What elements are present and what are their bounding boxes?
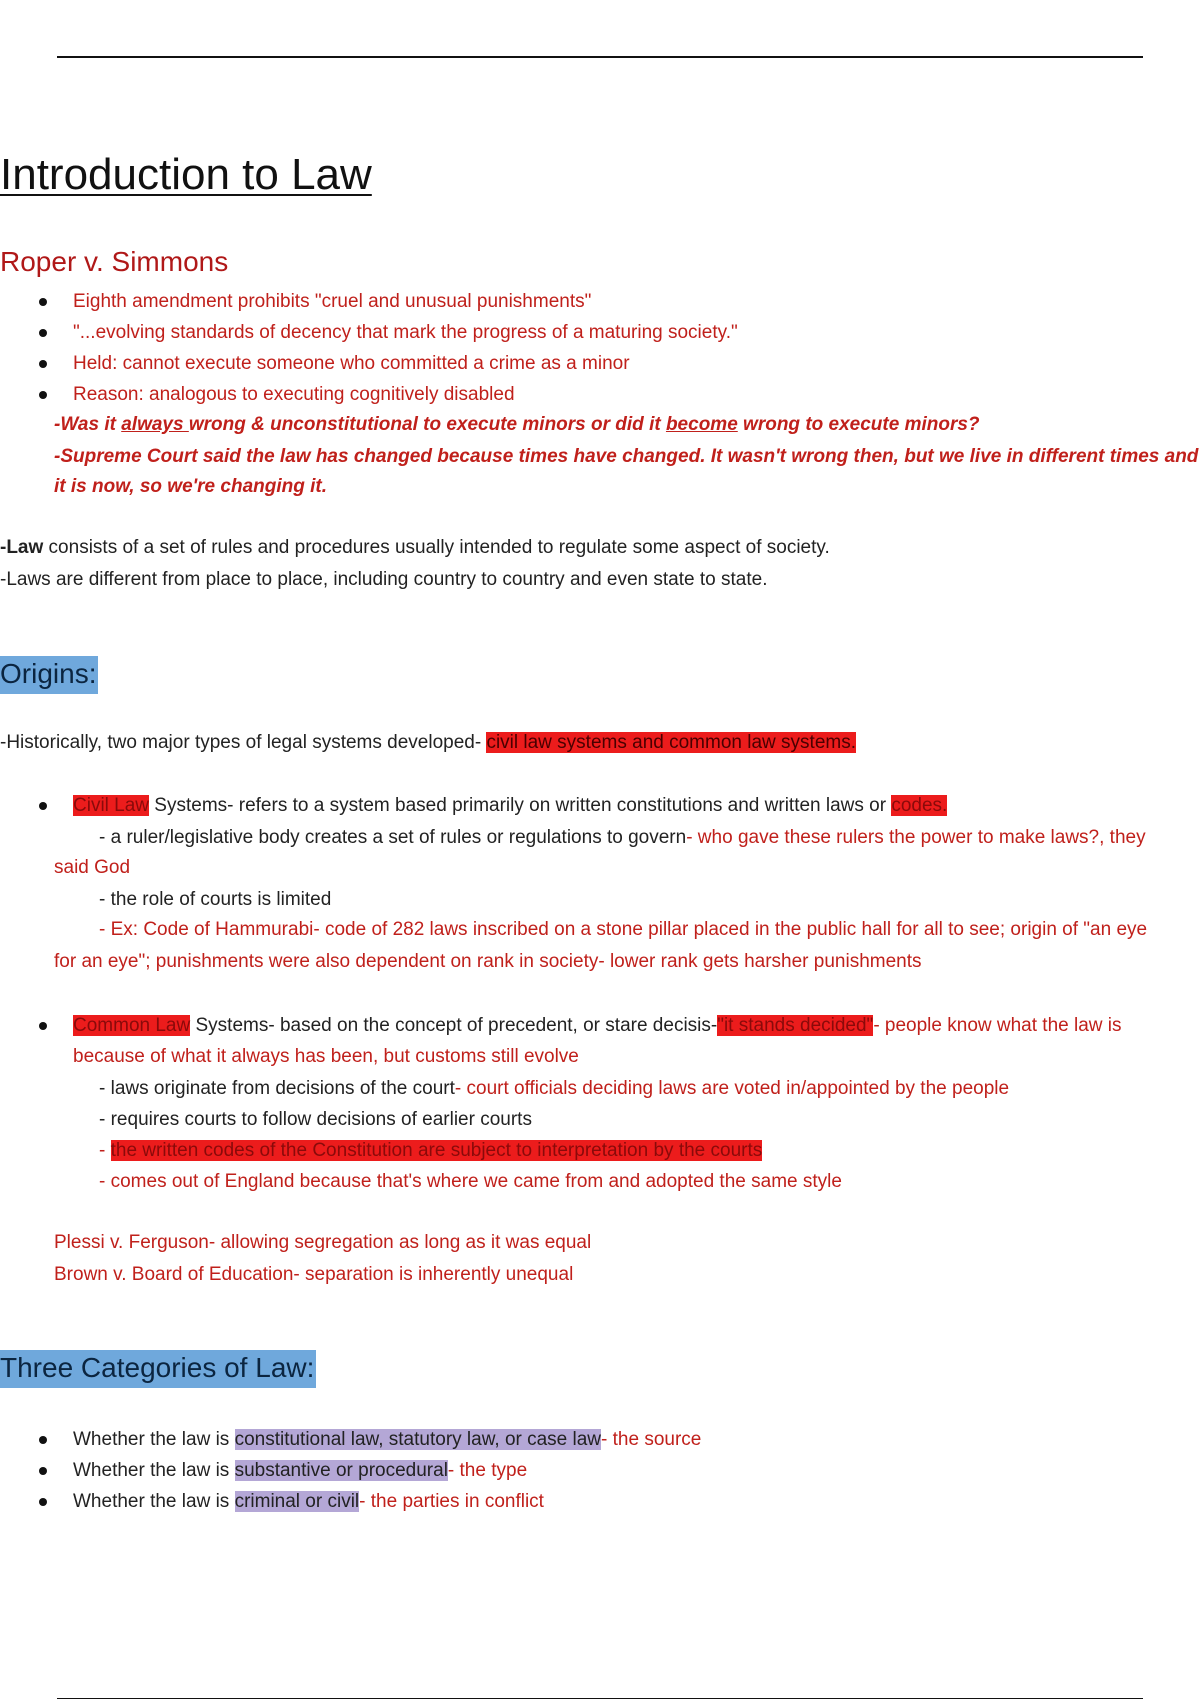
common-law-sub-1: - laws originate from decisions of the court- court officials deciding laws are voted in/appointed by the people — [99, 1078, 1010, 1099]
bullet-icon — [39, 802, 47, 810]
list-item: Reason: analogous to executing cognitively disabled — [0, 379, 738, 410]
civil-law-sub-3-cont: for an eye"; punishments were also dependent on rank in society- lower rank gets harsher punishments — [54, 951, 922, 972]
common-law-sub-4: - comes out of England because that's where we came from and adopted the same style — [99, 1171, 842, 1192]
case-brown: Brown v. Board of Education- separation is inherently unequal — [54, 1264, 574, 1285]
civil-law-sub-3: - Ex: Code of Hammurabi- code of 282 laws inscribed on a stone pillar placed in the public hall for all to see; origin of "an eye — [99, 919, 1148, 940]
civil-law-sub-1-cont: said God — [54, 857, 131, 878]
categories-heading: Three Categories of Law: — [0, 1350, 316, 1388]
page-title: Introduction to Law — [0, 150, 372, 199]
origins-intro: -Historically, two major types of legal systems developed- civil law systems and common law systems. — [0, 732, 856, 753]
list-item: Whether the law is constitutional law, statutory law, or case law- the source — [0, 1424, 701, 1455]
list-item: Whether the law is substantive or procedural- the type — [0, 1455, 701, 1486]
origins-heading: Origins: — [0, 656, 98, 694]
case-plessi: Plessi v. Ferguson- allowing segregation as long as it was equal — [54, 1232, 592, 1253]
roper-question-2-cont: it is now, so we're changing it. — [54, 476, 328, 497]
categories-list — [0, 1424, 701, 1517]
common-law-sub-2: - requires courts to follow decisions of earlier courts — [99, 1109, 532, 1130]
common-law-item — [0, 1010, 1200, 1210]
civil-law-line: Civil Law Systems- refers to a system based primarily on written constitutions and written laws or codes. — [73, 795, 948, 816]
bullet-icon — [39, 1022, 47, 1030]
roper-heading: Roper v. Simmons — [0, 246, 229, 277]
list-item: "...evolving standards of decency that mark the progress of a maturing society." — [0, 317, 738, 348]
roper-question-1: -Was it always wrong & unconstitutional to execute minors or did it become wrong to execute minors? — [54, 414, 980, 435]
list-item: Whether the law is criminal or civil- the parties in conflict — [0, 1486, 701, 1517]
law-definition: -Law consists of a set of rules and procedures usually intended to regulate some aspect of society. — [0, 537, 830, 558]
common-law-line: Common Law Systems- based on the concept of precedent, or stare decisis-"it stands decided"- people know what the law is — [73, 1015, 1122, 1036]
civil-law-sub-1: - a ruler/legislative body creates a set of rules or regulations to govern- who gave these rulers the power to make laws?, they — [99, 827, 1146, 848]
civil-law-sub-2: - the role of courts is limited — [99, 889, 332, 910]
common-law-line-cont: because of what it always has been, but customs still evolve — [73, 1046, 579, 1067]
list-item: Held: cannot execute someone who committed a crime as a minor — [0, 348, 738, 379]
footer-rule — [57, 1698, 1143, 1699]
law-variation: -Laws are different from place to place, including country to country and even state to state. — [0, 569, 768, 590]
roper-bullet-list — [0, 286, 738, 410]
civil-law-item — [0, 790, 1200, 980]
common-law-sub-3: - the written codes of the Constitution are subject to interpretation by the courts — [99, 1140, 763, 1161]
list-item: Eighth amendment prohibits "cruel and unusual punishments" — [0, 286, 738, 317]
roper-question-2: -Supreme Court said the law has changed because times have changed. It wasn't wrong then, but we live in different times and — [54, 446, 1199, 467]
